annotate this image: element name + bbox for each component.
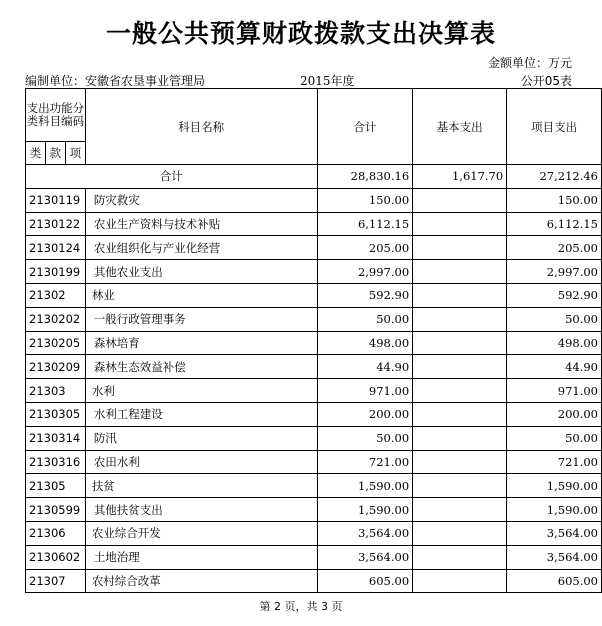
row-name: 土地治理 bbox=[85, 545, 317, 569]
row-name: 其他扶贫支出 bbox=[85, 498, 317, 522]
expenditure-table bbox=[25, 88, 602, 593]
row-code: 2130602 bbox=[26, 545, 86, 569]
row-project: 3,564.00 bbox=[507, 521, 602, 545]
row-name: 农业组织化与产业化经营 bbox=[85, 236, 317, 260]
header-basic: 基本支出 bbox=[413, 89, 507, 165]
row-total: 50.00 bbox=[317, 426, 413, 450]
header-row bbox=[26, 89, 602, 142]
row-project: 1,590.00 bbox=[507, 498, 602, 522]
row-name: 森林生态效益补偿 bbox=[85, 355, 317, 379]
row-total: 592.90 bbox=[317, 283, 413, 307]
page-footer: 第 2 页，共 3 页 bbox=[259, 600, 343, 613]
org-unit: 编制单位：安徽省农垦事业管理局 bbox=[25, 74, 206, 88]
row-code: 2130122 bbox=[26, 212, 86, 236]
row-project: 6,112.15 bbox=[507, 212, 602, 236]
total-basic: 1,617.70 bbox=[413, 165, 507, 189]
table-row bbox=[26, 545, 602, 569]
row-total: 50.00 bbox=[317, 307, 413, 331]
row-name: 扶贫 bbox=[85, 474, 317, 498]
table-row bbox=[26, 212, 602, 236]
row-name: 防汛 bbox=[85, 426, 317, 450]
row-code: 2130199 bbox=[26, 260, 86, 284]
row-project: 50.00 bbox=[507, 426, 602, 450]
table-row bbox=[26, 355, 602, 379]
row-project: 205.00 bbox=[507, 236, 602, 260]
row-code: 2130316 bbox=[26, 450, 86, 474]
row-project: 592.90 bbox=[507, 283, 602, 307]
table-row bbox=[26, 498, 602, 522]
table-row bbox=[26, 379, 602, 403]
row-total: 44.90 bbox=[317, 355, 413, 379]
amount-unit: 金额单位：万元 bbox=[487, 56, 572, 70]
row-name: 农田水利 bbox=[85, 450, 317, 474]
table-row bbox=[26, 569, 602, 593]
row-total: 205.00 bbox=[317, 236, 413, 260]
row-total: 150.00 bbox=[317, 188, 413, 212]
row-basic bbox=[413, 212, 507, 236]
table-row bbox=[26, 521, 602, 545]
row-code: 2130205 bbox=[26, 331, 86, 355]
row-total: 605.00 bbox=[317, 569, 413, 593]
row-basic bbox=[413, 474, 507, 498]
table-row bbox=[26, 331, 602, 355]
row-total: 200.00 bbox=[317, 402, 413, 426]
row-basic bbox=[413, 379, 507, 403]
row-basic bbox=[413, 283, 507, 307]
row-total: 971.00 bbox=[317, 379, 413, 403]
row-basic bbox=[413, 188, 507, 212]
header-lei: 类 bbox=[26, 142, 46, 165]
table-row bbox=[26, 260, 602, 284]
row-total: 6,112.15 bbox=[317, 212, 413, 236]
row-code: 2130209 bbox=[26, 355, 86, 379]
table-row bbox=[26, 402, 602, 426]
header-code: 支出功能分类科目编码 bbox=[26, 89, 86, 142]
header-total: 合计 bbox=[317, 89, 413, 165]
table-row bbox=[26, 188, 602, 212]
row-name: 一般行政管理事务 bbox=[85, 307, 317, 331]
row-code: 2130599 bbox=[26, 498, 86, 522]
row-project: 1,590.00 bbox=[507, 474, 602, 498]
row-basic bbox=[413, 331, 507, 355]
row-basic bbox=[413, 402, 507, 426]
table-row bbox=[26, 307, 602, 331]
row-name: 其他农业支出 bbox=[85, 260, 317, 284]
row-name: 水利 bbox=[85, 379, 317, 403]
row-basic bbox=[413, 426, 507, 450]
row-basic bbox=[413, 236, 507, 260]
row-name: 林业 bbox=[85, 283, 317, 307]
row-project: 3,564.00 bbox=[507, 545, 602, 569]
row-name: 农业生产资料与技术补贴 bbox=[85, 212, 317, 236]
table-row bbox=[26, 236, 602, 260]
total-project: 27,212.46 bbox=[507, 165, 602, 189]
total-amount: 28,830.16 bbox=[317, 165, 413, 189]
row-code: 2130119 bbox=[26, 188, 86, 212]
header-name: 科目名称 bbox=[85, 89, 317, 165]
row-name: 防灾救灾 bbox=[85, 188, 317, 212]
row-total: 2,997.00 bbox=[317, 260, 413, 284]
row-basic bbox=[413, 545, 507, 569]
row-code: 21306 bbox=[26, 521, 86, 545]
row-code: 21307 bbox=[26, 569, 86, 593]
header-project: 项目支出 bbox=[507, 89, 602, 165]
row-project: 721.00 bbox=[507, 450, 602, 474]
row-basic bbox=[413, 498, 507, 522]
row-code: 21303 bbox=[26, 379, 86, 403]
row-total: 1,590.00 bbox=[317, 498, 413, 522]
row-name: 农村综合改革 bbox=[85, 569, 317, 593]
row-basic bbox=[413, 355, 507, 379]
row-total: 498.00 bbox=[317, 331, 413, 355]
header-kuan: 款 bbox=[45, 142, 65, 165]
row-basic bbox=[413, 307, 507, 331]
table-row bbox=[26, 283, 602, 307]
row-basic bbox=[413, 569, 507, 593]
row-project: 971.00 bbox=[507, 379, 602, 403]
row-project: 150.00 bbox=[507, 188, 602, 212]
row-name: 水利工程建设 bbox=[85, 402, 317, 426]
row-basic bbox=[413, 521, 507, 545]
row-project: 605.00 bbox=[507, 569, 602, 593]
row-total: 3,564.00 bbox=[317, 521, 413, 545]
form-number: 公开05表 bbox=[520, 74, 572, 88]
row-project: 200.00 bbox=[507, 402, 602, 426]
row-project: 50.00 bbox=[507, 307, 602, 331]
table-row bbox=[26, 426, 602, 450]
row-code: 2130305 bbox=[26, 402, 86, 426]
page-title: 一般公共预算财政拨款支出决算表 bbox=[105, 19, 496, 48]
row-code: 2130314 bbox=[26, 426, 86, 450]
table-row bbox=[26, 450, 602, 474]
total-label: 合计 bbox=[26, 165, 318, 189]
header-xiang: 项 bbox=[65, 142, 85, 165]
row-total: 721.00 bbox=[317, 450, 413, 474]
row-code: 21305 bbox=[26, 474, 86, 498]
row-total: 1,590.00 bbox=[317, 474, 413, 498]
total-row bbox=[26, 165, 602, 189]
row-code: 2130202 bbox=[26, 307, 86, 331]
row-basic bbox=[413, 450, 507, 474]
row-code: 21302 bbox=[26, 283, 86, 307]
table-row bbox=[26, 474, 602, 498]
row-name: 森林培育 bbox=[85, 331, 317, 355]
row-code: 2130124 bbox=[26, 236, 86, 260]
row-name: 农业综合开发 bbox=[85, 521, 317, 545]
row-total: 3,564.00 bbox=[317, 545, 413, 569]
fiscal-year: 2015年度 bbox=[300, 74, 355, 88]
row-project: 498.00 bbox=[507, 331, 602, 355]
row-project: 2,997.00 bbox=[507, 260, 602, 284]
row-project: 44.90 bbox=[507, 355, 602, 379]
row-basic bbox=[413, 260, 507, 284]
